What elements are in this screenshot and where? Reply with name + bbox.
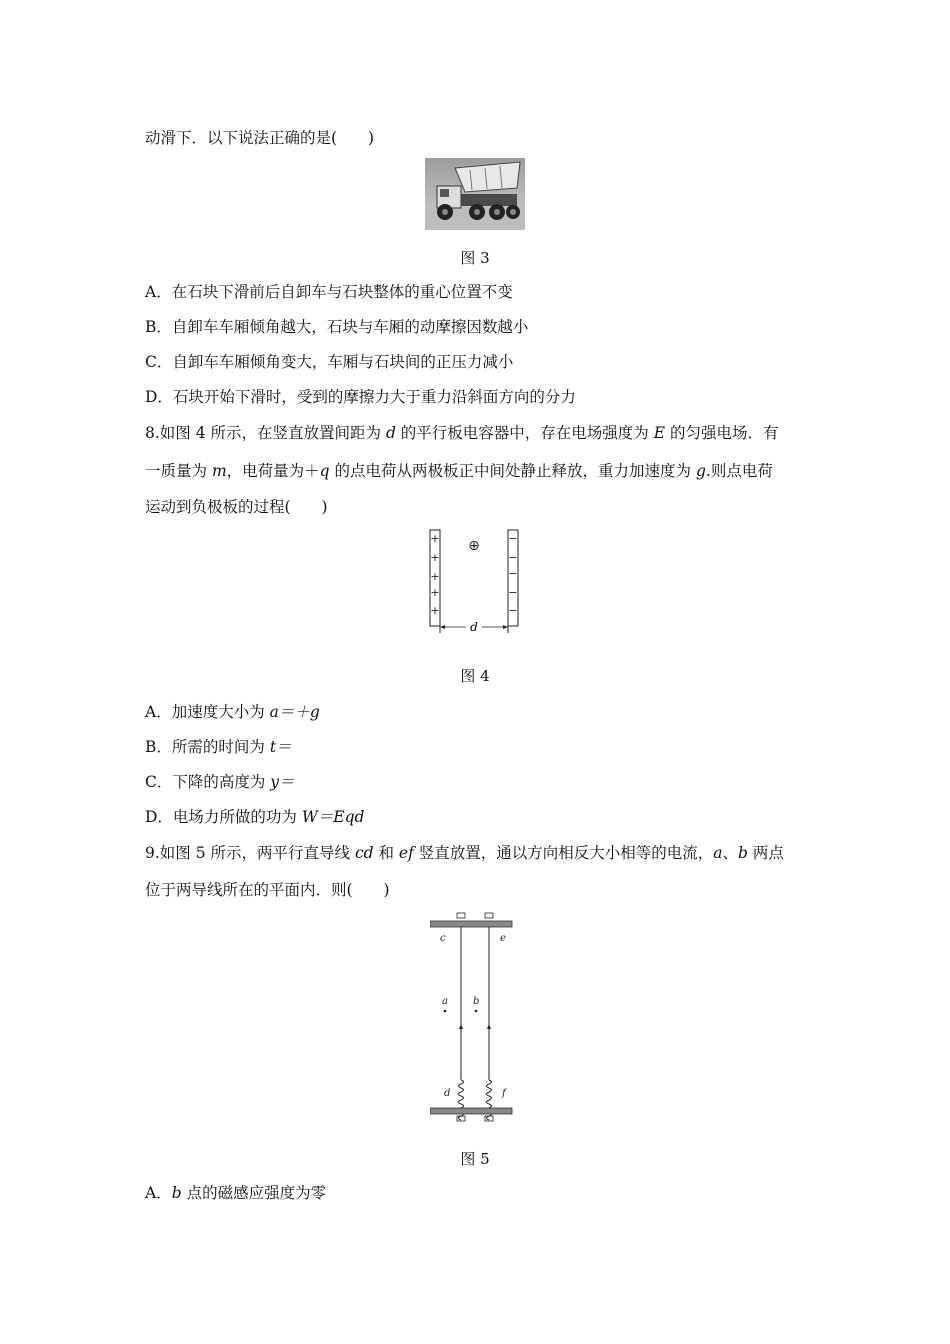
svg-text:+: + xyxy=(430,532,440,545)
capacitor-diagram xyxy=(420,525,530,640)
svg-text:d: d xyxy=(444,1088,451,1099)
q8-stem-line-3: 运动到负极板的过程( ) xyxy=(145,498,328,516)
svg-text:−: − xyxy=(508,532,518,545)
svg-text:−: − xyxy=(508,551,518,564)
svg-text:d: d xyxy=(470,620,478,634)
svg-text:b: b xyxy=(473,996,480,1007)
q8-option-d: D．电场力所做的功为 W＝Eqd xyxy=(145,808,365,826)
q8-option-c: C．下降的高度为 y＝ xyxy=(145,773,295,791)
svg-text:c: c xyxy=(440,933,446,944)
q8-option-b: B．所需的时间为 t＝ xyxy=(145,738,292,756)
q7-option-c: C．自卸车车厢倾角变大，车厢与石块间的正压力减小 xyxy=(145,353,514,371)
q9-stem-line-1: 9.如图 5 所示，两平行直导线 cd 和 ef 竖直放置，通以方向相反大小相等的电流，a、b 两点 xyxy=(145,844,784,862)
figure-3-caption: 图 3 xyxy=(460,249,490,267)
parallel-wires-diagram xyxy=(430,910,520,1125)
svg-text:f: f xyxy=(502,1088,506,1099)
figure-4-caption: 图 4 xyxy=(460,667,490,685)
q8-stem-line-2: 一质量为 m，电荷量为＋q 的点电荷从两极板正中间处静止释放，重力加速度为 g.则点电荷 xyxy=(145,462,773,480)
q7-option-b: B．自卸车车厢倾角越大，石块与车厢的动摩擦因数越小 xyxy=(145,318,529,336)
svg-text:⊕: ⊕ xyxy=(468,538,480,554)
svg-text:−: − xyxy=(508,586,518,599)
q7-option-a: A．在石块下滑前后自卸车与石块整体的重心位置不变 xyxy=(145,283,513,301)
q7-intro-tail: 动滑下．以下说法正确的是( ) xyxy=(145,129,375,147)
svg-text:+: + xyxy=(430,586,440,599)
svg-text:+: + xyxy=(430,570,440,583)
svg-text:−: − xyxy=(508,567,518,580)
figure-5-caption: 图 5 xyxy=(460,1150,490,1168)
svg-text:e: e xyxy=(500,933,506,944)
svg-text:−: − xyxy=(508,604,518,617)
q9-stem-line-2: 位于两导线所在的平面内．则( ) xyxy=(145,881,390,899)
q8-stem-line-1: 8.如图 4 所示，在竖直放置间距为 d 的平行板电容器中，存在电场强度为 E 的匀强电场．有 xyxy=(145,424,779,442)
q8-option-a: A．加速度大小为 a＝＋g xyxy=(145,703,320,721)
svg-text:a: a xyxy=(442,996,448,1007)
q7-option-d: D．石块开始下滑时，受到的摩擦力大于重力沿斜面方向的分力 xyxy=(145,388,576,406)
svg-text:+: + xyxy=(430,604,440,617)
svg-text:+: + xyxy=(430,551,440,564)
dump-truck-photo xyxy=(425,158,525,230)
q9-option-a: A．b 点的磁感应强度为零 xyxy=(145,1184,327,1202)
